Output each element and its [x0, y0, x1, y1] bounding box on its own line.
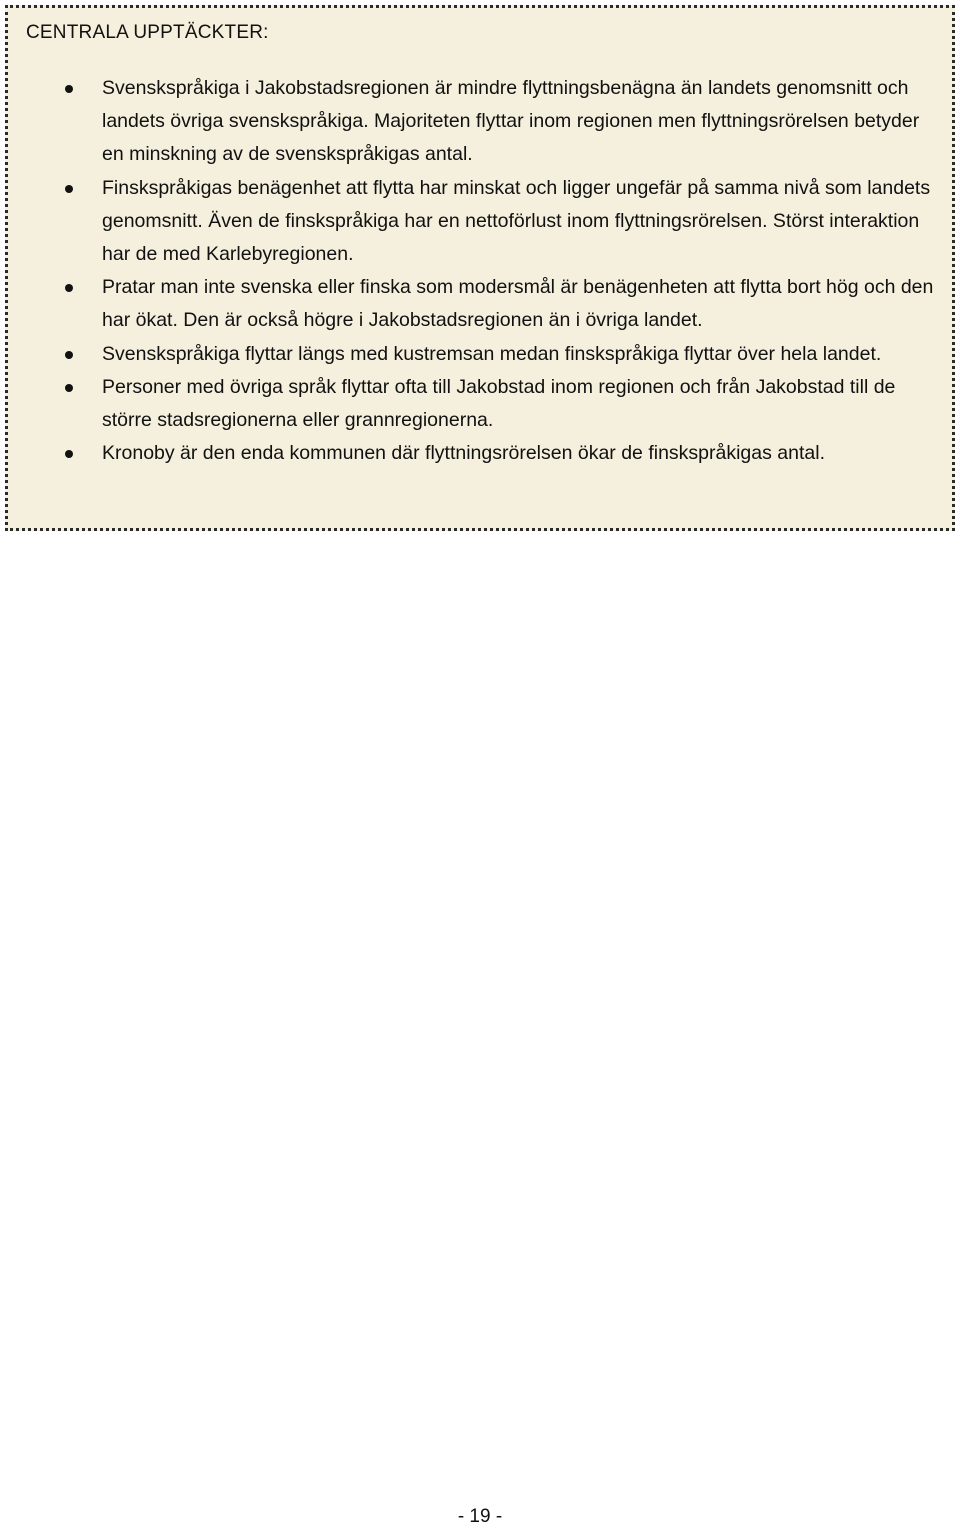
finding-text: Personer med övriga språk flyttar ofta till Jakobstad inom regionen och från Jakobstad till de större stadsregionerna eller grannregionerna.	[102, 375, 896, 432]
bullet-icon	[65, 85, 73, 93]
list-item	[8, 437, 952, 470]
list-item	[8, 72, 952, 172]
bullet-icon	[65, 185, 73, 193]
key-findings-box	[5, 5, 955, 531]
box-heading: CENTRALA UPPTÄCKTER:	[26, 22, 269, 43]
bullet-icon	[65, 351, 73, 359]
list-item	[8, 271, 952, 337]
list-item	[8, 371, 952, 437]
bullet-icon	[65, 450, 73, 458]
page-number: - 19 -	[457, 1506, 503, 1527]
list-item	[8, 338, 952, 371]
bullet-icon	[65, 384, 73, 392]
finding-text: Kronoby är den enda kommunen där flyttningsrörelsen ökar de finskspråkigas antal.	[102, 442, 825, 465]
finding-text: Pratar man inte svenska eller finska som modersmål är benägenheten att flytta bort hög och den har ökat. Den är också högre i Jakobstadsregionen än i övriga landet.	[102, 276, 934, 332]
list-item	[8, 172, 952, 272]
bullet-icon	[65, 284, 73, 292]
findings-list	[8, 72, 952, 470]
finding-text: Svenskspråkiga i Jakobstadsregionen är mindre flyttningsbenägna än landets genomsnitt och landets övriga svenskspråkiga. Majoriteten flyttar inom regionen men flyttningsrörelsen betyder en minskning av de svenskspråkigas antal.	[102, 77, 920, 166]
finding-text: Finskspråkigas benägenhet att flytta har minskat och ligger ungefär på samma nivå som landets genomsnitt. Även de finskspråkiga har en nettoförlust inom flyttningsrörelsen. Störst interaktion har de med Karlebyregionen.	[102, 176, 931, 266]
finding-text: Svenskspråkiga flyttar längs med kustremsan medan finskspråkiga flyttar över hela landet.	[102, 342, 882, 365]
